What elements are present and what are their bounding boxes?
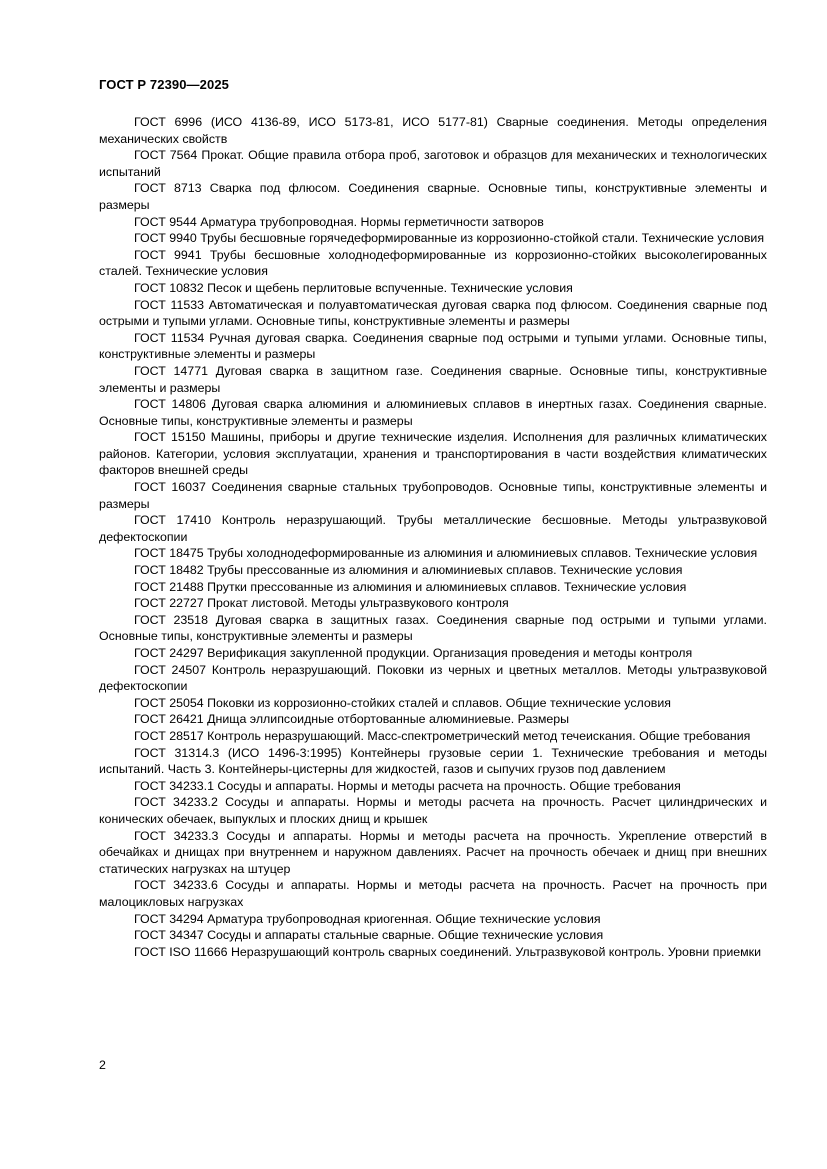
reference-item: ГОСТ 10832 Песок и щебень перлитовые вспученные. Технические условия xyxy=(134,280,573,295)
reference-item: ГОСТ 22727 Прокат листовой. Методы ультразвукового контроля xyxy=(134,596,509,611)
reference-item: ГОСТ 34233.1 Сосуды и аппараты. Нормы и методы расчета на прочность. Общие требования xyxy=(134,778,681,793)
reference-item: ГОСТ 7564 Прокат. Общие правила отбора проб, заготовок и образцов для механических и технологических испытаний xyxy=(99,148,767,179)
reference-item: ГОСТ 14771 Дуговая сварка в защитном газе. Соединения сварные. Основные типы, конструктивные элементы и размеры xyxy=(99,363,767,395)
reference-item: ГОСТ 11533 Автоматическая и полуавтоматическая дуговая сварка под флюсом. Соединения сварные под острыми и тупыми углами. Основные типы, конструктивные элементы и размеры xyxy=(99,297,767,329)
document-header: ГОСТ Р 72390—2025 xyxy=(99,77,229,92)
reference-item: ГОСТ 26421 Днища эллипсоидные отбортованные алюминиевые. Размеры xyxy=(134,712,570,727)
reference-item: ГОСТ 25054 Поковки из коррозионно-стойких сталей и сплавов. Общие технические условия xyxy=(134,695,672,710)
reference-item: ГОСТ 28517 Контроль неразрушающий. Масс-спектрометрический метод течеискания. Общие требования xyxy=(134,728,751,743)
reference-item: ГОСТ 15150 Машины, приборы и другие технические изделия. Исполнения для различных климатических районов. Категории, условия эксплуатации, хранения и транспортирования в части воздействия климатических факторов внешней среды xyxy=(99,430,767,478)
normative-references-list xyxy=(99,114,767,960)
reference-item: ГОСТ 18482 Трубы прессованные из алюминия и алюминиевых сплавов. Технические условия xyxy=(134,563,683,578)
reference-item: ГОСТ 8713 Сварка под флюсом. Соединения сварные. Основные типы, конструктивные элементы и размеры xyxy=(99,181,767,212)
reference-item: ГОСТ 6996 (ИСО 4136-89, ИСО 5173-81, ИСО 5177-81) Сварные соединения. Методы определения механических свойств xyxy=(99,115,767,146)
reference-item: ГОСТ 34233.2 Сосуды и аппараты. Нормы и методы расчета на прочность. Расчет цилиндрических и конических обечаек, выпуклых и плоских днищ и крышек xyxy=(99,795,767,826)
reference-item: ГОСТ 9544 Арматура трубопроводная. Нормы герметичности затворов xyxy=(134,214,544,229)
reference-item: ГОСТ 24507 Контроль неразрушающий. Поковки из черных и цветных металлов. Методы ультразвуковой дефектоскопии xyxy=(99,662,767,694)
reference-item: ГОСТ 34233.3 Сосуды и аппараты. Нормы и методы расчета на прочность. Укрепление отверстий в обечайках и днищах при внутреннем и наружном давлениях. Расчет на прочность обечаек и днищ при внешних статических нагрузках на штуцер xyxy=(99,828,767,876)
reference-item: ГОСТ 14806 Дуговая сварка алюминия и алюминиевых сплавов в инертных газах. Соединения сварные. Основные типы, конструктивные элементы и размеры xyxy=(99,397,767,428)
reference-item: ГОСТ 21488 Прутки прессованные из алюминия и алюминиевых сплавов. Технические условия xyxy=(134,579,687,594)
reference-item: ГОСТ 34347 Сосуды и аппараты стальные сварные. Общие технические условия xyxy=(134,928,604,943)
reference-item: ГОСТ 9941 Трубы бесшовные холоднодеформированные из коррозионно-стойких высоколегированных сталей. Технические условия xyxy=(99,247,767,279)
reference-item: ГОСТ 31314.3 (ИСО 1496-3:1995) Контейнеры грузовые серии 1. Технические требования и методы испытаний. Часть 3. Контейнеры-цистерны для жидкостей, газов и сыпучих грузов под давлением xyxy=(99,745,767,777)
reference-item: ГОСТ 18475 Трубы холоднодеформированные из алюминия и алюминиевых сплавов. Технические условия xyxy=(134,546,758,561)
reference-item: ГОСТ 24297 Верификация закупленной продукции. Организация проведения и методы контроля xyxy=(134,646,693,660)
reference-item: ГОСТ ISO 11666 Неразрушающий контроль сварных соединений. Ультразвуковой контроль. Уровни приемки xyxy=(134,944,762,959)
reference-item: ГОСТ 34233.6 Сосуды и аппараты. Нормы и методы расчета на прочность. Расчет на прочность при малоцикловых нагрузках xyxy=(99,878,767,909)
reference-item: ГОСТ 17410 Контроль неразрушающий. Трубы металлические бесшовные. Методы ультразвуковой дефектоскопии xyxy=(99,513,767,544)
page-number: 2 xyxy=(99,1058,106,1072)
reference-item: ГОСТ 9940 Трубы бесшовные горячедеформированные из коррозионно-стойкой стали. Технические условия xyxy=(134,231,765,246)
reference-item: ГОСТ 16037 Соединения сварные стальных трубопроводов. Основные типы, конструктивные элементы и размеры xyxy=(99,480,767,511)
reference-item: ГОСТ 23518 Дуговая сварка в защитных газах. Соединения сварные под острыми и тупыми углами. Основные типы, конструктивные элементы и размеры xyxy=(99,612,767,644)
reference-item: ГОСТ 34294 Арматура трубопроводная криогенная. Общие технические условия xyxy=(134,911,601,926)
reference-item: ГОСТ 11534 Ручная дуговая сварка. Соединения сварные под острыми и тупыми углами. Основные типы, конструктивные элементы и размеры xyxy=(99,330,767,362)
